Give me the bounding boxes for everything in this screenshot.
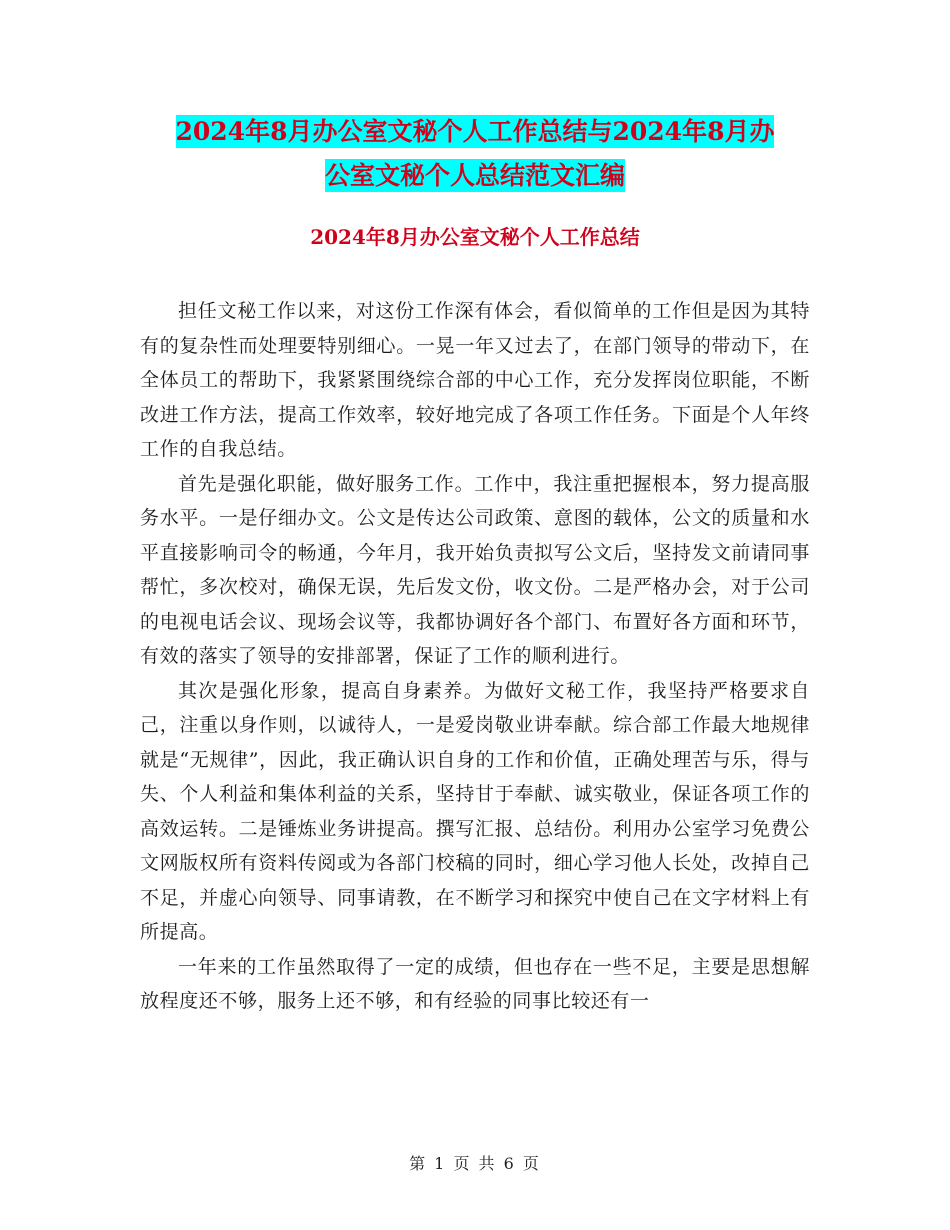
paragraph-2: 首先是强化职能，做好服务工作。工作中，我注重把握根本，努力提高服务水平。一是仔细办文。公文是传达公司政策、意图的载体，公文的质量和水平直接影响司令的畅通，今年月，我开始负责拟写公文后，坚持发文前请同事帮忙，多次校对，确保无误，先后发文份，收文份。二是严格办会，对于公司的电视电话会议、现场会议等，我都协调好各个部门、布置好各方面和环节，有效的落实了领导的安排部署，保证了工作的顺利进行。 — [140, 472, 810, 667]
paragraph-3: 其次是强化形象，提高自身素养。为做好文秘工作，我坚持严格要求自己，注重以身作则，以诚待人，一是爱岗敬业讲奉献。综合部工作最大地规律就是“无规律”，因此，我正确认识自身的工作和价值，正确处理苦与乐，得与失、个人利益和集体利益的关系，坚持甘于奉献、诚实敬业，保证各项工作的高效运转。二是锤炼业务讲提高。撰写汇报、总结份。利用办公室学习免费公文网版权所有资料传阅或为各部门校稿的同时，细心学习他人长处，改掉自己不足，并虚心向领导、同事请教，在不断学习和探究中使自己在文字材料上有所提高。 — [140, 679, 810, 943]
document-body — [140, 294, 810, 1019]
page-footer: 第 1 页 共 6 页 — [409, 1154, 541, 1173]
paragraph-1: 担任文秘工作以来，对这份工作深有体会，看似简单的工作但是因为其特有的复杂性而处理要特别细心。一晃一年又过去了，在部门领导的带动下，在全体员工的帮助下，我紧紧围绕综合部的中心工作，充分发挥岗位职能，不断改进工作方法，提高工作效率，较好地完成了各项工作任务。下面是个人年终工作的自我总结。 — [140, 300, 810, 460]
paragraph-4: 一年来的工作虽然取得了一定的成绩，但也存在一些不足，主要是思想解放程度还不够，服务上还不够，和有经验的同事比较还有一 — [140, 955, 810, 1012]
document-title — [140, 110, 810, 198]
document-title-line-2: 公室文秘个人总结范文汇编 — [324, 161, 625, 190]
section-title: 2024年8月办公室文秘个人工作总结 — [310, 225, 640, 249]
document-title-line-1: 2024年8月办公室文秘个人工作总结与2024年8月办 — [175, 117, 775, 146]
